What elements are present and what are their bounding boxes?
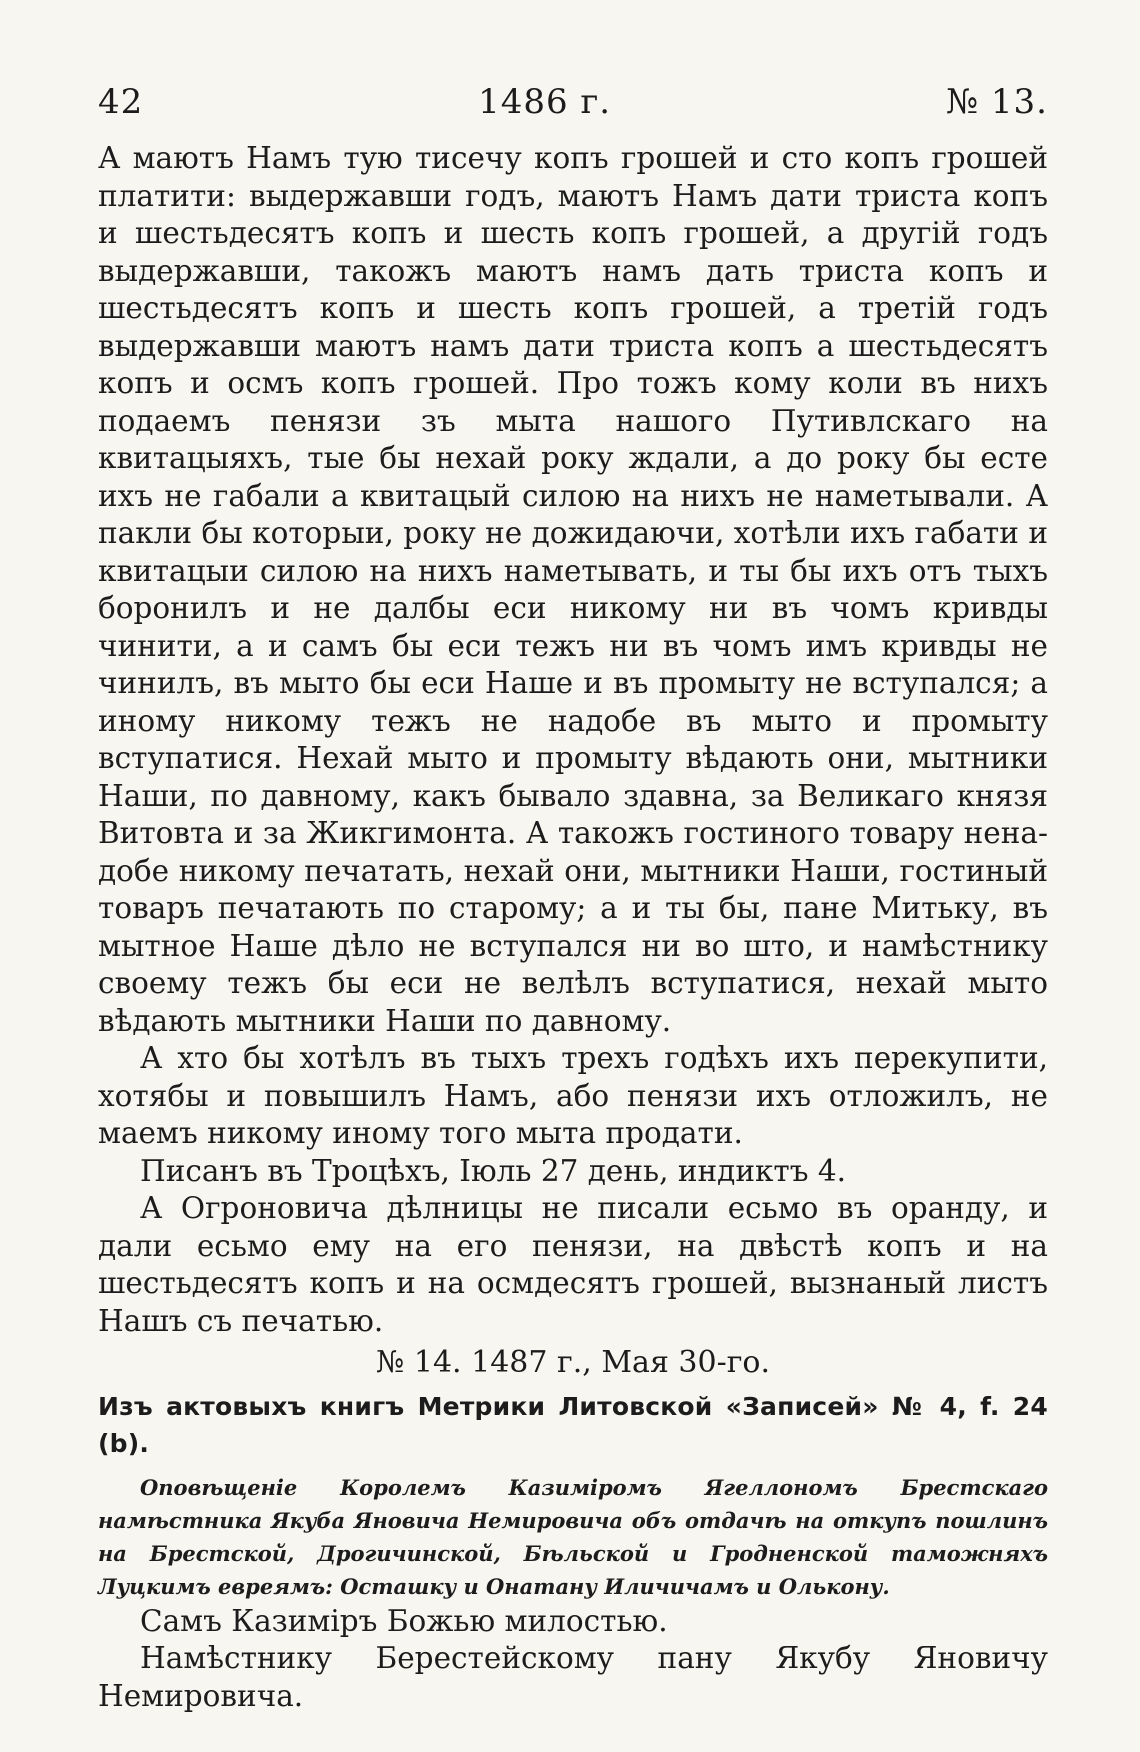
addressee-line: Намѣстнику Берестейскому пану Якубу Яновичу Немировича. — [98, 1641, 1048, 1713]
document-body — [98, 140, 1048, 1715]
salutation-line: Самъ Казимiръ Божью милостью. — [140, 1603, 668, 1638]
paragraph-main: А маютъ Намъ тую тисечу копъ грошей и сто копъ грошей платити: выдержавши годъ, маютъ Намъ дати триста копъ и шестьдесятъ копъ и шесть копъ грошей, а другiй годъ выдержавши, такожъ маютъ намъ дать триста копъ и шестьдесятъ копъ и шесть копъ грошей, а третiй годъ выдержавши маютъ намъ дати триста копъ а шестьдесятъ копъ и осмъ копъ грошей. Про тожъ кому коли въ нихъ подаемъ пенязи зъ мыта нашого Путивлскаго на квитацыяхъ, тые бы нехай року ждали, а до року бы есте ихъ не габали а квитацый силою на нихъ не наметывали. А пакли бы которыи, року не дожидаючи, хотѣли ихъ габати и квитацыи силою на нихъ наметывать, и ты бы ихъ отъ тыхъ боронилъ и не далбы еси никому ни въ чомъ кривды чинити, а и самъ бы еси тежъ ни въ чомъ имъ кривды не чинилъ, въ мыто бы еси Наше и въ промыту не вступался; а иному никому тежъ не надобе въ мыто и промыту вступатися. Нехай мыто и промыту вѣдають они, мытники Наши, по давному, какъ бывало здавна, за Великаго князя Витовта и за Жикгимонта. А такожъ гостиного товару ненадобе никому печатать, нехай они, мытники Наши, гостиный товаръ печатають по старому; а и ты бы, пане Митьку, въ мытное Наше дѣло не вступался ни во што, и намѣстнику своему тежъ бы еси не велѣлъ вступатися, нехай мыто вѣдають мытники Наши по давному. — [98, 141, 1048, 1038]
next-document-number: № 14. 1487 г., Мая 30-го. — [375, 1345, 771, 1380]
paragraph-ogronovich: А Огроновича дѣлницы не писали есьмо въ оранду, и дали есьмо ему на его пенязи, на двѣстѣ копъ и на шестьдесятъ копъ и на осмдесятъ грошей, вызнаный листъ Нашъ съ печатью. — [98, 1191, 1048, 1338]
page-header — [98, 82, 1048, 122]
page-number: 42 — [98, 82, 144, 122]
document-summary: Оповѣщенiе Королемъ Казимiромъ Ягеллономъ Брестскаго намѣстника Якуба Яновича Немировича объ отдачѣ на откупъ пошлинъ на Брестской, Дрогичинской, Бѣльской и Гродненской таможняхъ Луцкимъ евреямъ: Осташку и Онатану Иличичамъ и Олькону. — [98, 1474, 1048, 1599]
header-doc-number: № 13. — [945, 82, 1048, 122]
paragraph-resale: А хто бы хотѣлъ въ тыхъ трехъ годѣхъ ихъ перекупити, хотябы и повышилъ Намъ, або пенязи ихъ отложилъ, не маемъ никому иному того мыта продати. — [98, 1041, 1048, 1150]
paragraph-written: Писанъ въ Троцѣхъ, Iюль 27 день, индиктъ 4. — [140, 1153, 847, 1188]
source-reference: Изъ актовыхъ книгъ Метрики Литовской «Записей» № 4, f. 24 (b). — [98, 1391, 1048, 1458]
header-year: 1486 г. — [478, 82, 612, 122]
